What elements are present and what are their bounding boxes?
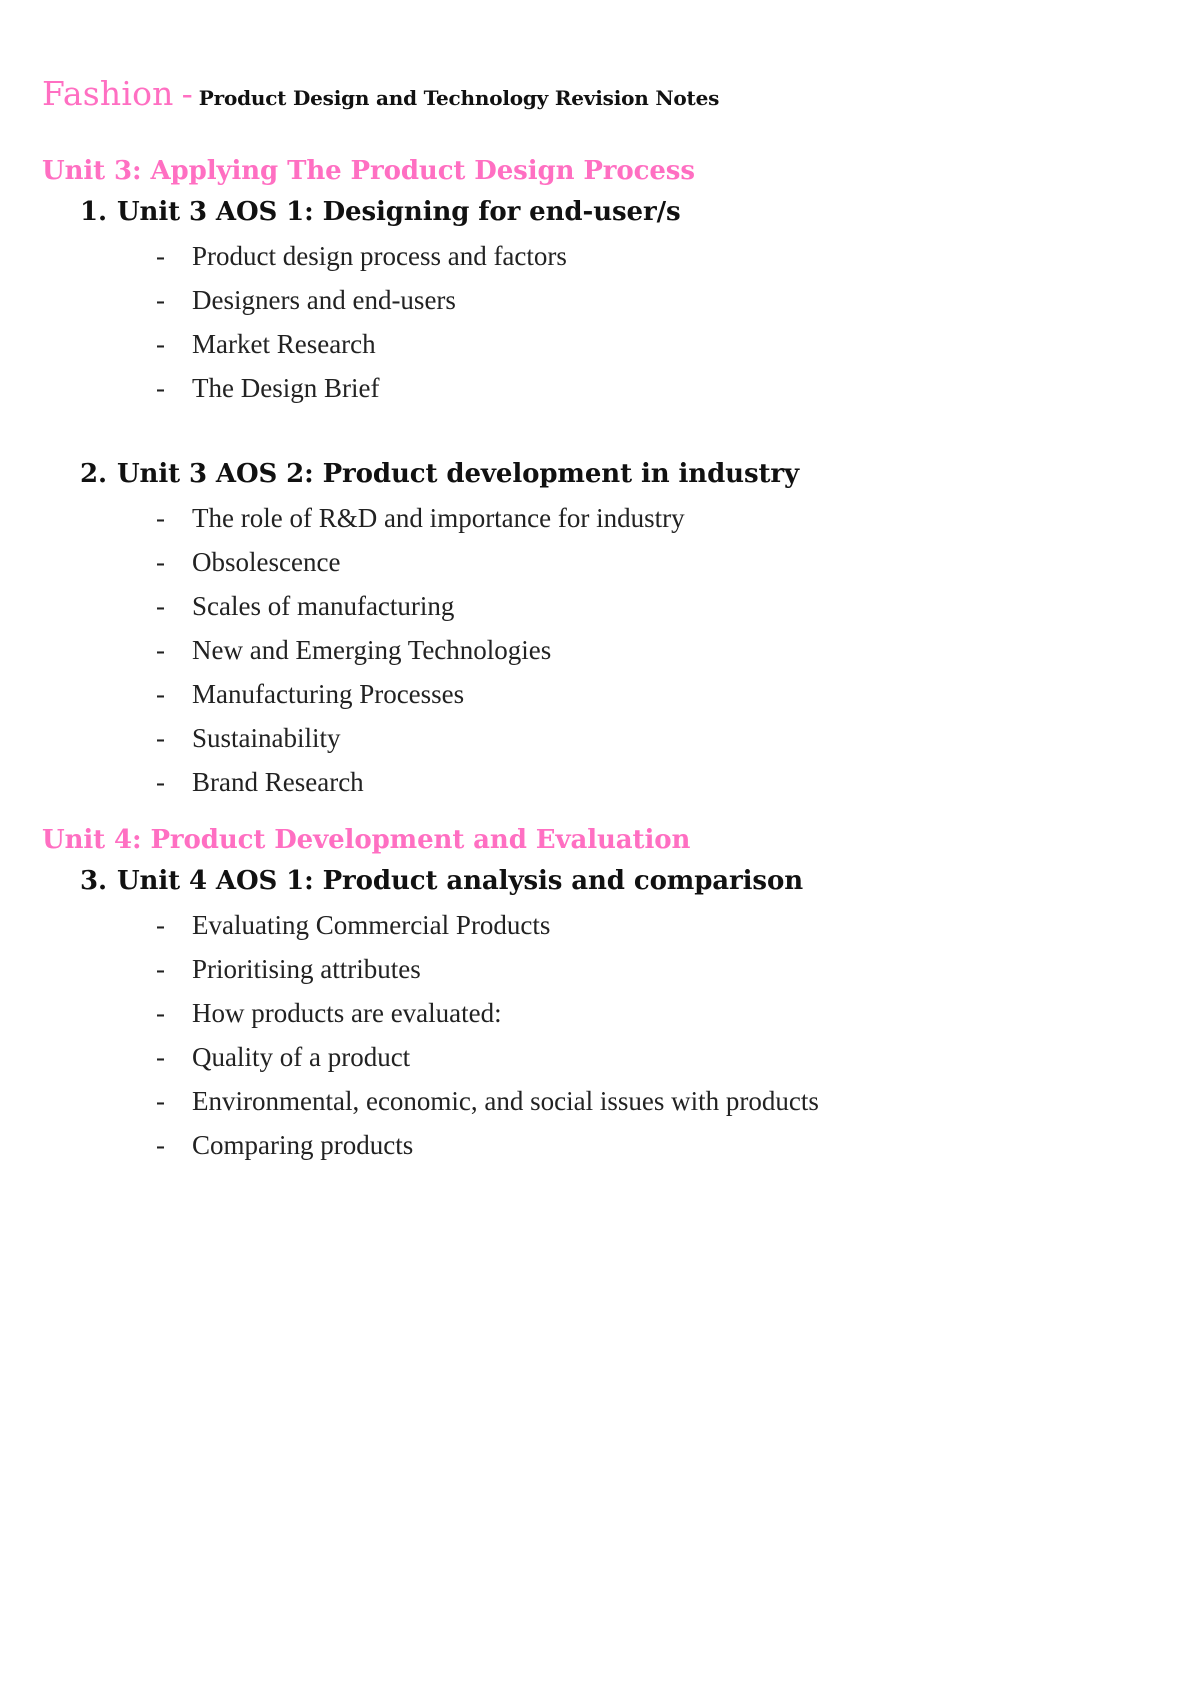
list-item (80, 628, 1140, 672)
list-item (80, 1123, 1140, 1167)
bullet-dash: - (156, 767, 165, 797)
list-item-text: Market Research (192, 329, 376, 359)
list-item (80, 278, 1140, 322)
aos-title: Unit 3 AOS 1: Designing for end-user/s (116, 197, 681, 227)
list-item (80, 234, 1140, 278)
bullet-dash: - (156, 910, 165, 940)
title-separator: - (181, 74, 193, 113)
list-item (80, 672, 1140, 716)
aos-heading (80, 863, 1140, 903)
bullet-dash: - (156, 723, 165, 753)
bullet-dash: - (156, 954, 165, 984)
list-item-text: Prioritising attributes (192, 954, 421, 984)
list-item (80, 1035, 1140, 1079)
list-item (80, 1079, 1140, 1123)
list-item-text: The role of R&D and importance for industry (192, 503, 685, 533)
aos-title: Unit 4 AOS 1: Product analysis and comparison (116, 866, 804, 896)
aos-section (80, 194, 1140, 410)
bullet-dash: - (156, 547, 165, 577)
title-subtitle: Product Design and Technology Revision Notes (198, 86, 720, 110)
bullet-dash: - (156, 1130, 165, 1160)
unit-3-heading: Unit 3: Applying The Product Design Process (42, 156, 695, 186)
list-item (80, 760, 1140, 804)
bullet-dash: - (156, 329, 165, 359)
aos-heading (80, 194, 1140, 234)
bullet-dash: - (156, 591, 165, 621)
aos-number: 2. (80, 459, 107, 489)
bullet-dash: - (156, 679, 165, 709)
list-item-text: The Design Brief (192, 373, 380, 403)
bullet-dash: - (156, 241, 165, 271)
list-item (80, 991, 1140, 1035)
topic-list (80, 234, 1140, 410)
list-item-text: Obsolescence (192, 547, 341, 577)
topic-list (80, 903, 1140, 1167)
bullet-dash: - (156, 285, 165, 315)
list-item-text: Sustainability (192, 723, 341, 753)
topic-list (80, 496, 1140, 804)
list-item-text: How products are evaluated: (192, 998, 502, 1028)
list-item (80, 584, 1140, 628)
unit-4-heading: Unit 4: Product Development and Evaluation (42, 825, 691, 855)
list-item (80, 947, 1140, 991)
aos-number: 3. (80, 866, 107, 896)
list-item-text: Quality of a product (192, 1042, 411, 1072)
document-title (42, 74, 719, 113)
list-item (80, 903, 1140, 947)
list-item-text: Environmental, economic, and social issues with products (192, 1086, 819, 1116)
bullet-dash: - (156, 998, 165, 1028)
list-item-text: Manufacturing Processes (192, 679, 465, 709)
list-item-text: Brand Research (192, 767, 364, 797)
list-item-text: New and Emerging Technologies (192, 635, 552, 665)
aos-section (80, 456, 1140, 804)
aos-section (80, 863, 1140, 1167)
bullet-dash: - (156, 503, 165, 533)
bullet-dash: - (156, 373, 165, 403)
list-item (80, 322, 1140, 366)
bullet-dash: - (156, 1086, 165, 1116)
aos-heading (80, 456, 1140, 496)
list-item-text: Designers and end-users (192, 285, 456, 315)
list-item (80, 716, 1140, 760)
bullet-dash: - (156, 635, 165, 665)
bullet-dash: - (156, 1042, 165, 1072)
list-item-text: Evaluating Commercial Products (192, 910, 551, 940)
title-main: Fashion (42, 74, 174, 113)
list-item-text: Comparing products (192, 1130, 414, 1160)
list-item (80, 496, 1140, 540)
aos-number: 1. (80, 197, 107, 227)
list-item (80, 540, 1140, 584)
list-item-text: Product design process and factors (192, 241, 567, 271)
list-item (80, 366, 1140, 410)
list-item-text: Scales of manufacturing (192, 591, 455, 621)
aos-title: Unit 3 AOS 2: Product development in industry (116, 459, 800, 489)
